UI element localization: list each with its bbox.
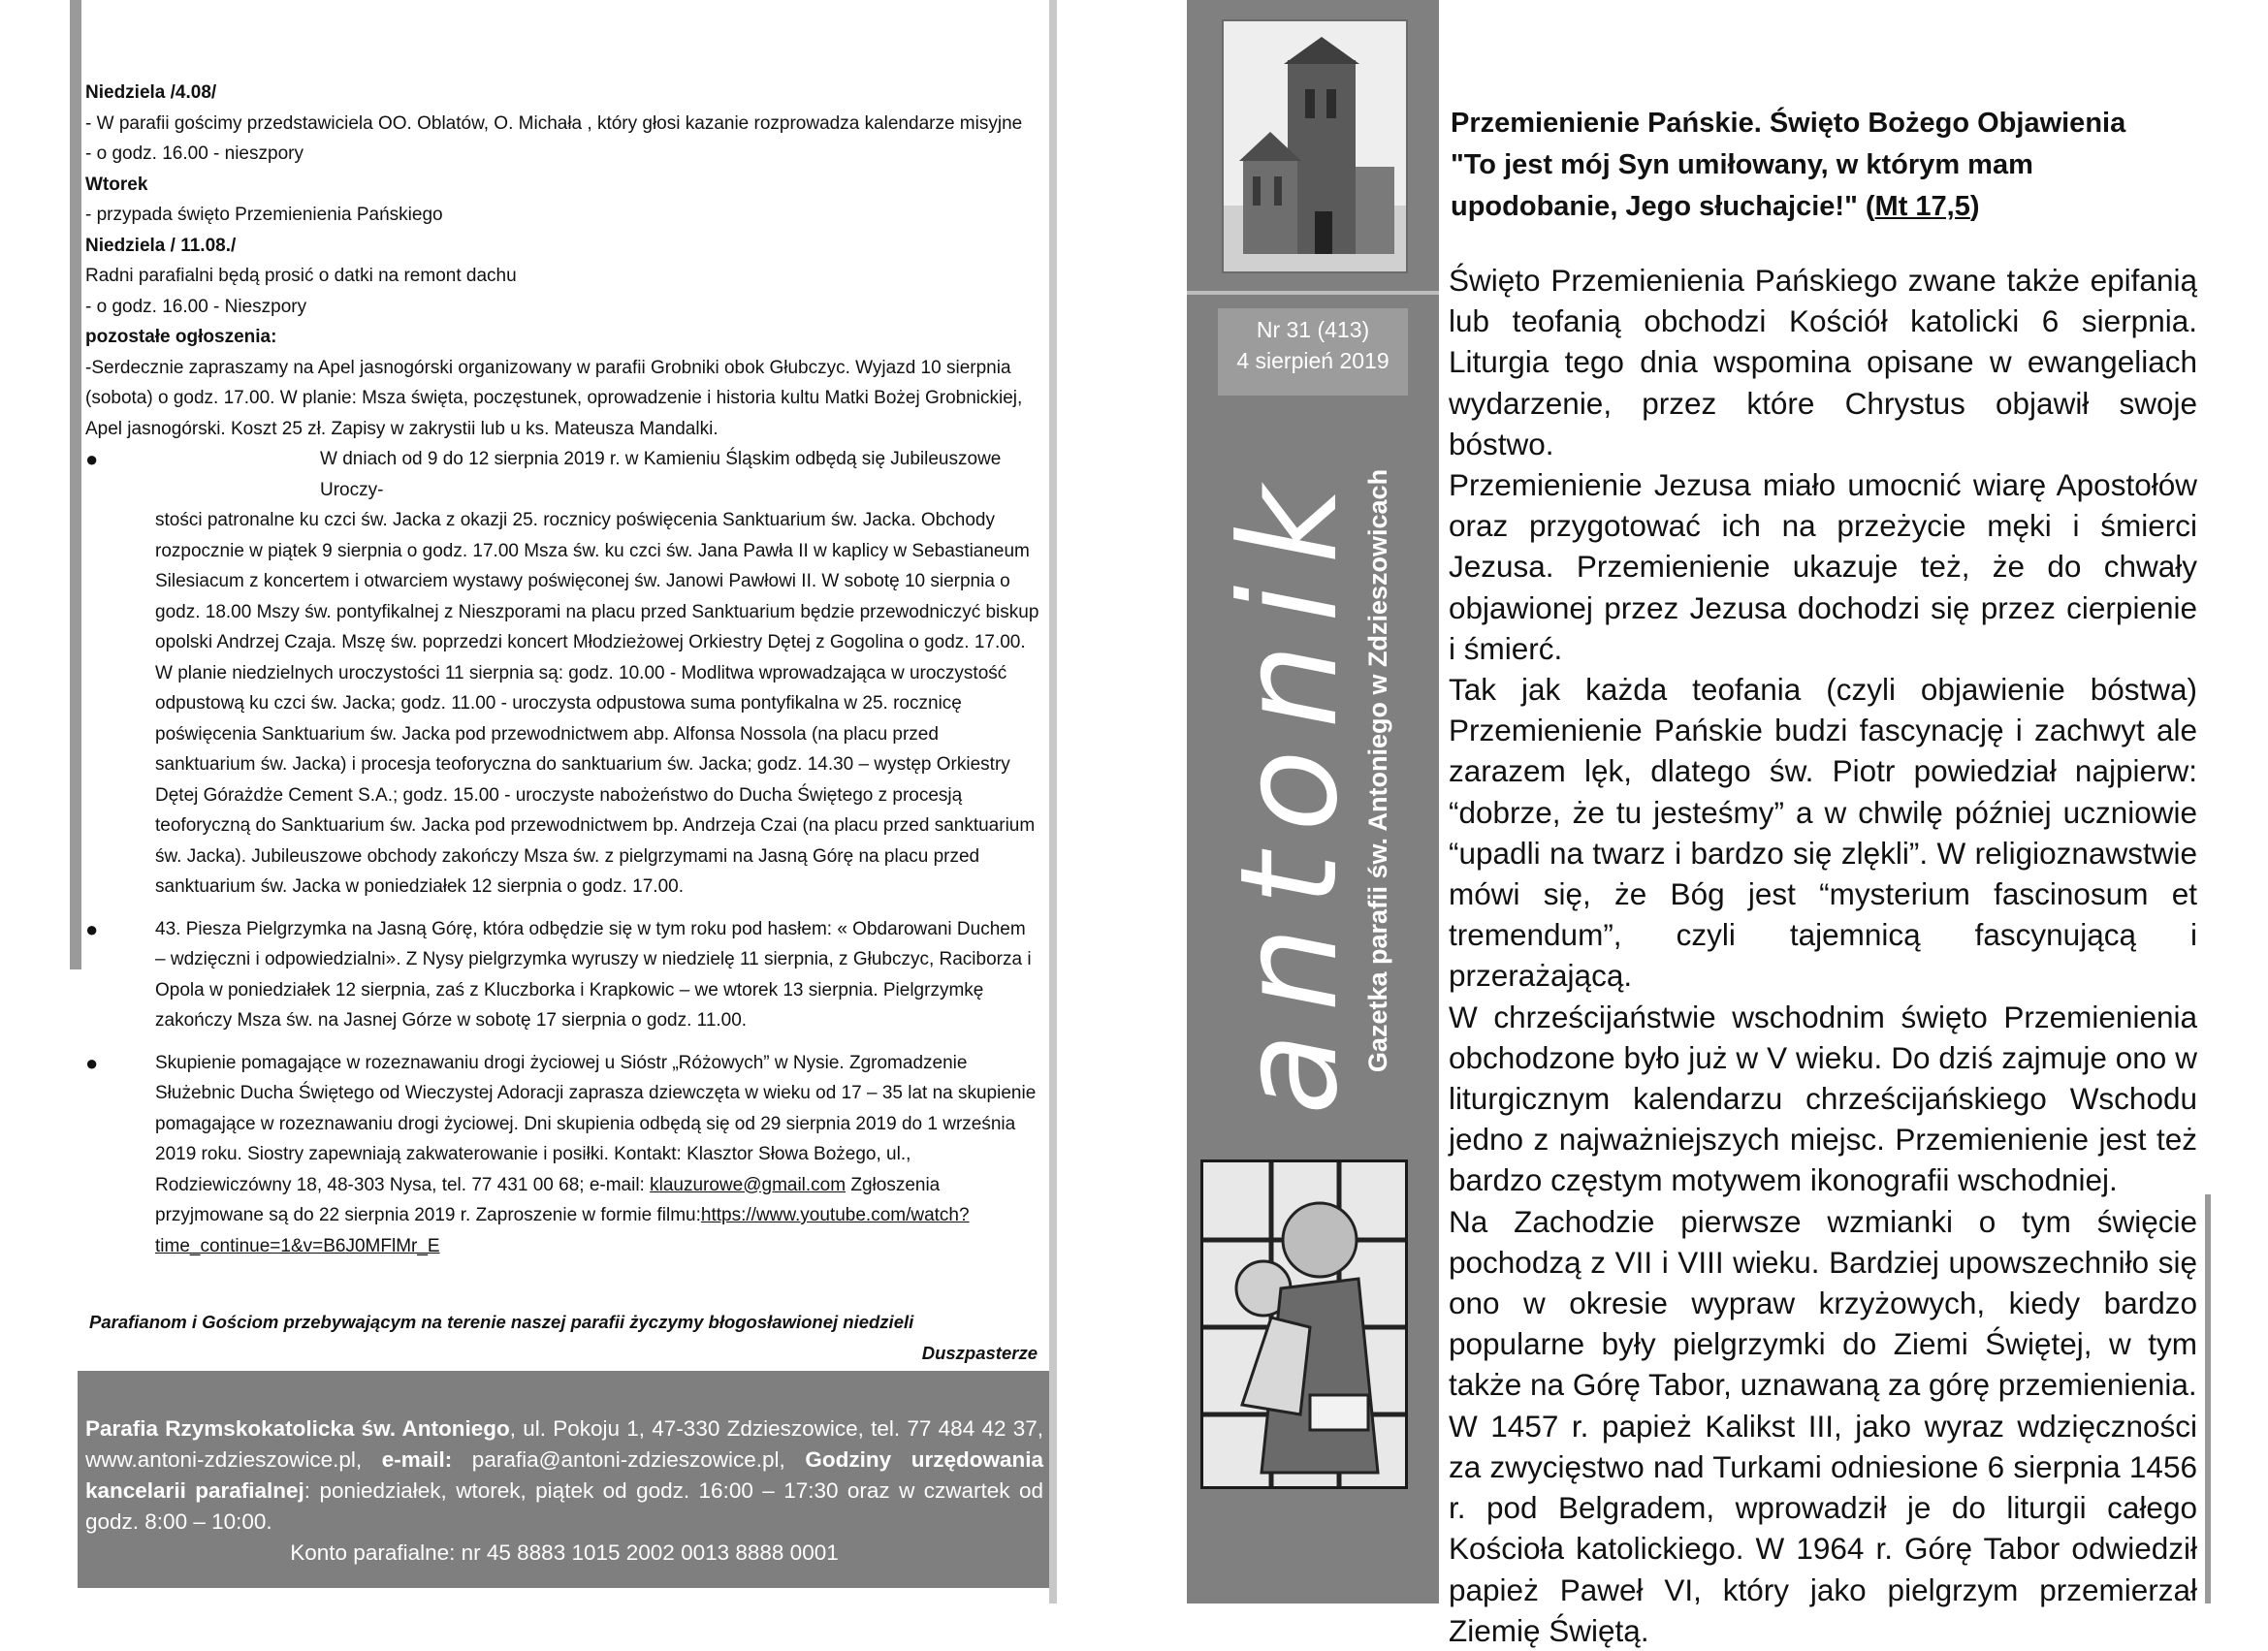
article-paragraph: Tak jak każda teofania (czyli objawienie bóstwa) Przemienienie Pańskie budzi fascynację i zachwyt ale zarazem lęk, dlatego św. Piotr powiedział najpierw: “dobrze, że tu jesteśmy” a w chwilę później uczniowie “upadli na twarz i bardzo się zlękli”. W religioznawstwie mówi się, że Bóg jest “mysterium fascinosum et tremendum”, czyli tajemnicą fascynującą i przerażającą. <box>1449 672 2197 994</box>
issue-number: Nr 31 (413) <box>1256 317 1370 342</box>
bullet-text: Zgłoszenia przyjmowane są do 22 sierpnia 2019 r. Zaproszenie w formie filmu: <box>155 1174 941 1225</box>
announcement-heading: Niedziela /4.08/ <box>85 82 217 103</box>
article-quote: "To jest mój Syn umiłowany, w którym mam upodobanie, Jego słuchajcie!" (Mt 17,5) <box>1451 149 2033 222</box>
parish-contact-box <box>78 1371 1049 1588</box>
page-fold-rule <box>1049 0 1057 1603</box>
bullet-text: Skupienie pomagające w rozeznawaniu drogi życiowej u Sióstr „Różowych” w Nysie. Zgromadzenie Służebnic Ducha Świętego od Wieczystej Adoracji zaprasza dziewczęta w wieku od 17 – 35 lat na skupienie pomagające w rozeznawaniu drogi życiowej. Dni skupienia odbędą się od 29 sierpnia 2019 do 1 września 2019 roku. Siostry zapewniają zakwaterowanie i posiłki. Kontakt: Klasztor Słowa Bożego, ul., Rodziewiczówny 18, 48-303 Nysa, tel. 77 431 00 68; e-mail: <box>155 1052 1037 1195</box>
article-paragraph: Na Zachodzie pierwsze wzmianki o tym święcie pochodzą z VII i VIII wieku. Bardziej upowszechniło się ono w okresie wypraw krzyżowych, kiedy bardzo popularne były pielgrzymki do Ziemi Świętej, w tym także na Górę Tabor, uznawaną za górę przemienienia. <box>1449 1203 2197 1403</box>
parish-address: , ul. Pokoju 1, 47-330 Zdzieszowice, tel. 77 484 42 37, www.antoni-zdzieszowice.pl, <box>85 1416 1044 1472</box>
bullet-icon: ● <box>85 447 99 471</box>
issue-date: 4 sierpień 2019 <box>1236 348 1390 373</box>
article-title <box>1451 103 2197 228</box>
announcement-line: - przypada święto Przemienienia Pańskiego <box>85 205 443 225</box>
greeting-text: Parafianom i Gościom przebywającym na terenie naszej parafii życzymy błogosławionej niedzieli <box>89 1312 914 1332</box>
right-margin-bar <box>2205 1194 2211 1603</box>
announcement-line: Radni parafialni będą prosić o datki na remont dachu <box>85 266 517 286</box>
bullet-item <box>85 444 1040 903</box>
announcements <box>85 78 1040 1261</box>
announcement-heading: pozostałe ogłoszenia: <box>85 327 277 347</box>
bullet-icon: ● <box>85 1050 99 1075</box>
church-icon <box>1224 21 1406 271</box>
left-margin-bar <box>70 0 81 969</box>
masthead-separator <box>1187 291 1439 295</box>
announcement-heading: Wtorek <box>85 174 148 195</box>
saint-icon-image <box>1200 1159 1408 1489</box>
email-link[interactable]: klauzurowe@gmail.com <box>650 1174 847 1195</box>
article-heading: Przemienienie Pańskie. Święto Bożego Objawienia <box>1451 108 2126 139</box>
office-hours: : poniedziałek, wtorek, piątek od godz. 16:00 – 17:30 oraz w czwartek od godz. 8:00 – 10:00. <box>85 1478 1043 1534</box>
bullet-icon: ● <box>85 916 99 941</box>
announcement-line: -Serdecznie zapraszamy na Apel jasnogórski organizowany w parafii Grobniki obok Głubczyc. Wyjazd 10 sierpnia (sobota) o godz. 17.00. W planie: Msza święta, poczęstunek, oprowadzenie i historia kultu Matki Bożej Grobnickiej, Apel jasnogórski. Koszt 25 zł. Zapisy w zakrystii lub u ks. Mateusza Mandalki. <box>85 357 1023 439</box>
bullet-item <box>85 1048 1040 1262</box>
issue-info <box>1218 308 1408 396</box>
office-hours-label: Godziny urzędowania kancelarii parafialnej <box>85 1447 1043 1503</box>
bullet-first-line: W dniach od 9 do 12 sierpnia 2019 r. w Kamieniu Śląskim odbędą się Jubileuszowe Uroczy- <box>320 449 1002 500</box>
scripture-reference: Mt 17,5 <box>1874 191 1970 222</box>
article-paragraph: Przemienienie Jezusa miało umocnić wiarę Apostołów oraz przygotować ich na przeżycie męki i śmierci Jezusa. Przemienienie ukazuje też, że do chwały objawionej przez Jezusa dochodzi się przez cierpienie i śmierć. <box>1449 467 2197 666</box>
church-photo <box>1222 19 1408 273</box>
announcement-line: - o godz. 16.00 - Nieszpory <box>85 296 307 317</box>
article-paragraph: W chrześcijaństwie wschodnim święto Przemienienia obchodzone było już w V wieku. Do dziś zajmuje ono w liturgicznym kalendarzu chrześcijańskiego Wschodu jedno z najważniejszych miejsc. Przemienienie jest też bardzo częstym motywem ikonografii wschodniej. <box>1449 999 2197 1198</box>
bank-account: Konto parafialne: nr 45 8883 1015 2002 0013 8888 0001 <box>290 1540 839 1565</box>
bullet-item <box>85 914 1040 1036</box>
saint-anthony-icon <box>1203 1162 1405 1486</box>
video-link[interactable]: https://www.youtube.com/watch?time_continue=1&v=B6J0MFlMr_E <box>155 1205 970 1256</box>
masthead-subtitle-box <box>1356 427 1400 1115</box>
masthead-title: antonik <box>1211 464 1367 1115</box>
greeting <box>89 1307 1038 1369</box>
bullet-text: 43. Piesza Pielgrzymka na Jasną Górę, która odbędzie się w tym roku pod hasłem: « Obdarowani Duchem – wdzięczni i odpowiedzialni». Z Nysy pielgrzymka wyruszy w niedzielę 11 sierpnia, z Głubczyc, Raciborza i Opola w poniedziałek 12 sierpnia, zaś z Kluczborka i Krapkowic – we wtorek 13 sierpnia. Pielgrzymkę zakończy Msza św. na Jasnej Górze w sobotę 17 sierpnia o godz. 11.00. <box>155 918 1032 1031</box>
bullet-text: stości patronalne ku czci św. Jacka z okazji 25. rocznicy poświęcenia Sanktuarium św. Jacka. Obchody rozpocznie w piątek 9 sierpnia o godz. 17.00 Msza św. ku czci św. Jana Pawła II w kaplicy w Sebastianeum Silesiacum z koncertem i otwarciem wystawy poświęconej św. Janowi Pawłowi II. W sobotę 10 sierpnia o godz. 18.00 Mszy św. pontyfikalnej z Nieszporami na placu przed Sanktuarium będzie przewodniczyć biskup opolski Andrzej Czaja. Mszę św. poprzedzi koncert Młodzieżowej Orkiestry Dętej z Gogolina o godz. 17.00. W planie niedzielnych uroczystości 11 sierpnia są: godz. 10.00 - Modlitwa wprowadzająca w uroczystość odpustową ku czci św. Jacka; godz. 11.00 - uroczysta odpustowa suma pontyfikalna w 25. rocznicę poświęcenia Sanktuarium św. Jacka pod przewodnictwem abp. Alfonsa Nossola (na placu przed sanktuarium św. Jacka) i procesja teoforyczna do sanktuarium św. Jacka; godz. 14.30 – występ Orkiestry Dętej Górażdże Cement S.A.; godz. 15.00 - uroczyste nabożeństwo do Ducha Świętego z procesją teoforyczną do Sanktuarium św. Jacka pod przewodnictwem bp. Andrzeja Czai (na placu przed sanktuarium św. Jacka). Jubileuszowe obchody zakończy Msza św. z pielgrzymami na Jasną Górę na placu przed sanktuarium św. Jacka w poniedziałek 12 sierpnia o godz. 17.00. <box>155 510 1039 897</box>
announcement-line: - o godz. 16.00 - nieszpory <box>85 143 303 164</box>
signature: Duszpasterze <box>921 1343 1038 1363</box>
article-paragraph: W 1457 r. papież Kalikst III, jako wyraz wdzięczności za zwycięstwo nad Turkami odniesione 6 sierpnia 1456 r. pod Belgradem, wprowadził je do liturgii całego Kościoła katolickiego. W 1964 r. Górę Tabor odwiedził papież Paweł VI, który jako pielgrzym przemierzał Ziemię Świętą. <box>1449 1408 2197 1648</box>
contact-text <box>85 1413 1043 1569</box>
masthead-subtitle: Gazetka parafii św. Antoniego w Zdzieszowicach <box>1363 468 1392 1073</box>
announcement-line: - W parafii gościmy przedstawiciela OO. Oblatów, O. Michała , który głosi kazanie rozprowadza kalendarze misyjne <box>85 112 1023 134</box>
article-paragraph: Święto Przemienienia Pańskiego zwane także epifanią lub teofanią obchodzi Kościół katolicki 6 sierpnia. Liturgia tego dnia wspomina opisane w ewangeliach wydarzenie, przez które Chrystus objawił swoje bóstwo. <box>1449 263 2197 461</box>
parish-name: Parafia Rzymskokatolicka św. Antoniego <box>85 1416 510 1441</box>
article-body <box>1449 260 2197 1651</box>
email-label: e-mail: <box>381 1447 453 1472</box>
parish-email[interactable]: parafia@antoni-zdzieszowice.pl, <box>452 1447 806 1472</box>
masthead-title-box <box>1211 417 1367 1115</box>
announcement-heading: Niedziela / 11.08./ <box>85 235 237 256</box>
